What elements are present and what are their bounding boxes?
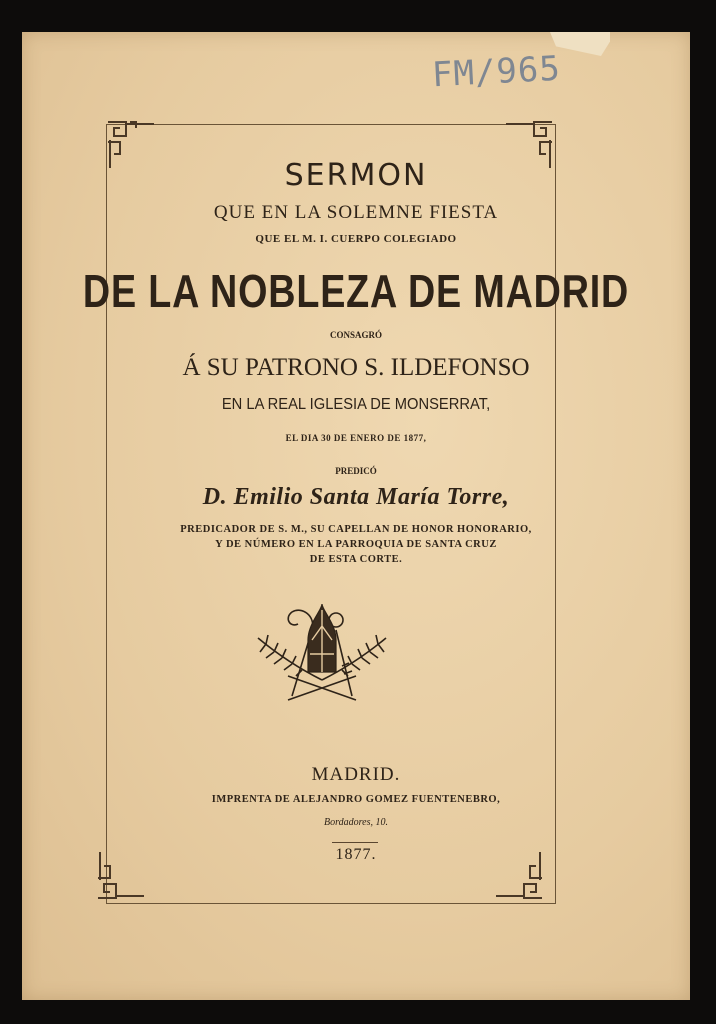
author-predico: PREDICÓ (335, 466, 377, 476)
author-title-line2: Y DE NÚMERO EN LA PARROQUIA DE SANTA CRUZ (215, 539, 497, 550)
author-title-line1: PREDICADOR DE S. M., SU CAPELLAN DE HONOR HONORARIO, (180, 524, 532, 535)
archive-mark: FM/965 (431, 48, 562, 96)
author-name: D. Emilio Santa María Torre, (202, 484, 510, 510)
imprint-printer: IMPRENTA DE ALEJANDRO GOMEZ FUENTENEBRO, (211, 794, 501, 805)
title-line-cuerpo: QUE EL M. I. CUERPO COLEGIADO (255, 233, 457, 245)
title-nobleza: DE LA NOBLEZA DE MADRID (82, 265, 630, 317)
imprint-street: Bordadores, 10. (324, 817, 388, 828)
title-sermon: SERMON (284, 158, 428, 193)
title-consagro: CONSAGRÓ (329, 330, 382, 340)
title-date: EL DIA 30 DE ENERO DE 1877, (285, 433, 427, 443)
ecclesiastical-emblem-icon (252, 600, 392, 708)
document-page (22, 32, 690, 1000)
title-patrono: Á SU PATRONO S. ILDEFONSO (182, 354, 530, 381)
title-iglesia: EN LA REAL IGLESIA DE MONSERRAT, (221, 396, 491, 413)
title-line-fiesta: QUE EN LA SOLEMNE FIESTA (213, 202, 499, 223)
divider-rule (332, 842, 378, 843)
author-title-line3: DE ESTA CORTE. (309, 554, 403, 565)
imprint-city: MADRID. (311, 764, 401, 785)
imprint-year: 1877. (335, 846, 377, 863)
